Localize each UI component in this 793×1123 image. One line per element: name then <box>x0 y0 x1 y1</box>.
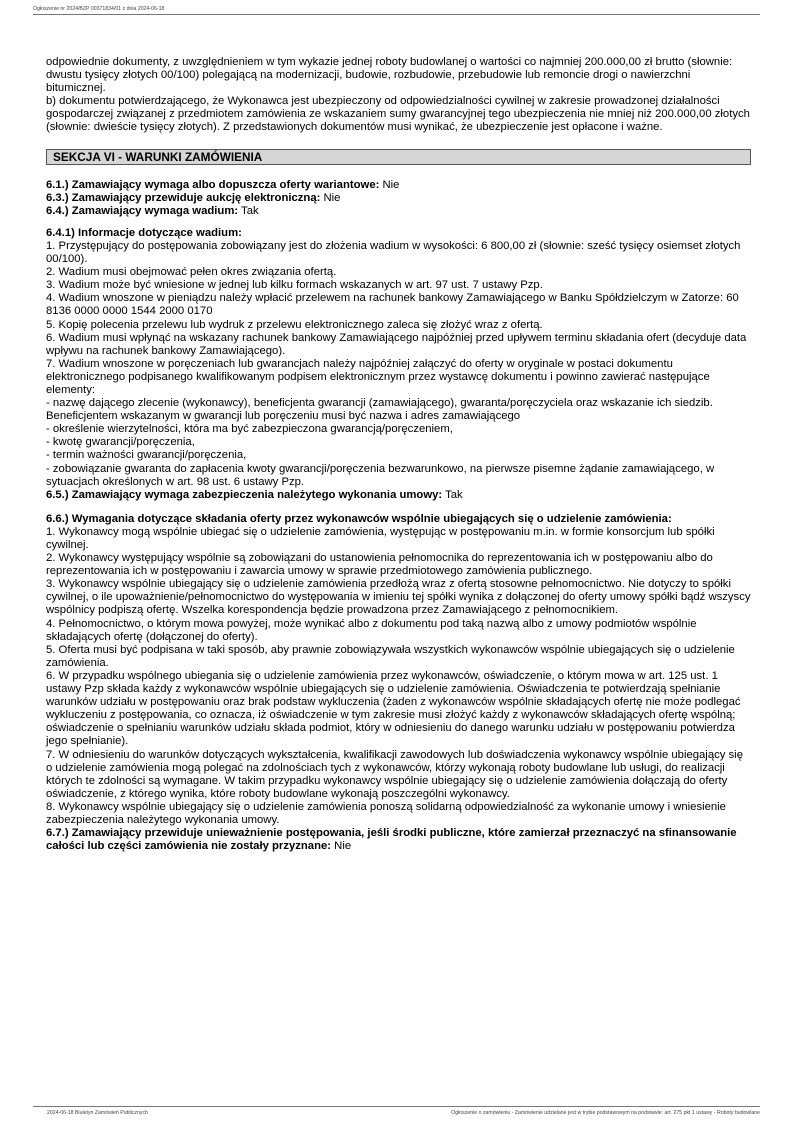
text-line: 6. Wadium musi wpłynąć na wskazany rachunek bankowy Zamawiającego najpóźniej przed upływem terminu składania ofert (decyduje data wpływu na rachunek bankowy Zamawiającego). <box>46 331 747 357</box>
question-label: 6.4.) Zamawiający wymaga wadium: <box>46 204 239 217</box>
page-footer <box>33 1106 760 1116</box>
intro-paragraph: b) dokumentu potwierdzającego, że Wykonawca jest ubezpieczony od odpowiedzialności cywilnej w zakresie prowadzonej działalności gospodarczej związanej z przedmiotem zamówienia ze wskazaniem sumy gwarancyjnej tego ubezpieczenia nie mniej niż 200.000,00 złotych (słownie: dwieście tysięcy złotych). Z przedstawionych dokumentów musi wynikać, że ubezpieczenie jest opłacone i ważne. <box>46 95 750 134</box>
text-line: - termin ważności gwarancji/poręczenia, <box>46 449 247 462</box>
question-6-5 <box>46 489 751 502</box>
text-line: 2. Wadium musi obejmować pełen okres związania ofertą. <box>46 266 337 279</box>
question-6-4 <box>46 205 751 218</box>
text-line: 7. Wadium wnoszone w poręczeniach lub gwarancjach należy najpóźniej załączyć do oferty w oryginale w postaci dokumentu elektronicznego podpisanego kwalifikowanym podpisem elektronicznym przez wystawcę dokumentu i powinno zawierać następujące elementy: <box>46 357 710 396</box>
question-6-1 <box>46 179 751 192</box>
text-line: 4. Pełnomocnictwo, o którym mowa powyżej, może wynikać albo z dokumentu pod taką nazwą albo z umowy podmiotów wspólnie składających ofertę (dołączonej do oferty). <box>46 617 697 643</box>
question-6-6 <box>46 513 751 827</box>
text-line: - określenie wierzytelności, która ma być zabezpieczona gwarancją/poręczeniem, <box>46 423 453 436</box>
document-body <box>46 56 751 853</box>
text-line: - kwotę gwarancji/poręczenia, <box>46 436 195 449</box>
text-line: 5. Oferta musi być podpisana w taki sposób, aby prawnie zobowiązywała wszystkich wykonawców wspólnie ubiegających się o udzielenie zamówienia. <box>46 643 735 669</box>
text-line: 4. Wadium wnoszone w pieniądzu należy wpłacić przelewem na rachunek bankowy Zamawiającego w Banku Spółdzielczym w Zatorze: 60 8136 0000 0000 1544 2000 0170 <box>46 292 739 318</box>
section-header <box>46 149 751 165</box>
question-6-3 <box>46 192 751 205</box>
question-value: Tak <box>238 204 259 217</box>
text-line: - zobowiązanie gwaranta do zapłacenia kwoty gwarancji/poręczenia bezwarunkowo, na pierwsze pisemne żądanie zamawiającego, w sytuacjach określonych w art. 98 ust. 6 ustawy Pzp. <box>46 462 715 488</box>
question-value: Nie <box>320 191 341 204</box>
text-line: 8. Wykonawcy wspólnie ubiegający się o udzielenie zamówienia ponoszą solidarną odpowiedzialność za wykonanie umowy i wniesienie zabezpieczenia należytego wykonania umowy. <box>46 800 726 826</box>
text-line: 1. Przystępujący do postępowania zobowiązany jest do złożenia wadium w wysokości: 6 800,00 zł (słownie: sześć tysięcy osiemset złotych 00/100). <box>46 239 741 266</box>
question-label: 6.5.) Zamawiający wymaga zabezpieczenia należytego wykonania umowy: <box>46 488 443 501</box>
question-label: 6.7.) Zamawiający przewiduje unieważnienie postępowania, jeśli środki publiczne, które zamierzał przeznaczyć na sfinansowanie całości lub części zamówienia nie zostały przyznane: <box>46 827 737 853</box>
text-line: - nazwę dającego zlecenie (wykonawcy), beneficjenta gwarancji (zamawiającego), gwaranta/poręczyciela oraz wskazanie ich siedzib. Beneficjentem wskazanym w gwarancji lub poręczeniu musi być nazwa i adres zamawiającego <box>46 397 713 423</box>
text-line: 7. W odniesieniu do warunków dotyczących wykształcenia, kwalifikacji zawodowych lub doświadczenia wykonawcy wspólnie ubiegający się o udzielenie zamówienia mogą polegać na zdolnościach tych z wykonawców, którzy wykonają roboty budowlane lub usługi, do realizacji których te zdolności są wymagane. W takim przypadku wykonawcy wspólnie ubiegający się o udzielenie zamówienia dołączają do oferty oświadczenie, z którego wynika, które roboty budowlane wykonają poszczególni wykonawcy. <box>46 748 743 800</box>
question-label: 6.3.) Zamawiający przewiduje aukcję elektroniczną: <box>46 191 321 204</box>
footer-notice-type: Ogłoszenie o zamówieniu - Zamówienie udzielane jest w trybie podstawowym na podstawie: art. 275 pkt 1 ustawy - Roboty budowlane <box>451 1110 760 1116</box>
question-value: Nie <box>331 840 352 853</box>
question-title: 6.6.) Wymagania dotyczące składania oferty przez wykonawców wspólnie ubiegających się o udzielenie zamówienia: <box>46 512 672 525</box>
question-label: 6.1.) Zamawiający wymaga albo dopuszcza oferty wariantowe: <box>46 178 380 191</box>
text-line: 1. Wykonawcy mogą wspólnie ubiegać się o udzielenie zamówienia, występując w postępowaniu m.in. w formie konsorcjum lub spółki cywilnej. <box>46 525 715 551</box>
header-notice-id: Ogłoszenie nr 2024/BZP 00371834/01 z dnia 2024-06-18 <box>33 6 165 12</box>
intro-paragraph: odpowiednie dokumenty, z uwzględnieniem w tym wykazie jednej roboty budowlanej o wartości co najmniej 200.000,00 zł brutto (słownie: dwustu tysięcy złotych 00/100) polegającą na modernizacji, budowie, rozbudowie, przebudowie lub remoncie drogi o nawierzchni bitumicznej. <box>46 56 733 95</box>
page-header <box>33 6 760 15</box>
question-value: Nie <box>379 178 400 191</box>
text-line: 3. Wykonawcy wspólnie ubiegający się o udzielenie zamówienia przedłożą wraz z ofertą stosowne pełnomocnictwo. Nie dotyczy to spółki cywilnej, o ile upoważnienie/pełnomocnictwo do występowania w imieniu tej spółki wynika z dołączonej do oferty umowy spółki bądź wszyscy wspólnicy podpiszą ofertę. Wszelka korespondencja będzie prowadzona przez Zamawiającego z pełnomocnikiem. <box>46 578 751 617</box>
footer-date-source: 2024-06-18 Biuletyn Zamówień Publicznych <box>47 1110 148 1116</box>
question-6-7 <box>46 827 751 853</box>
text-line: 3. Wadium może być wniesione w jednej lub kilku formach wskazanych w art. 97 ust. 7 ustawy Pzp. <box>46 279 543 292</box>
section-title: SEKCJA VI - WARUNKI ZAMÓWIENIA <box>53 149 263 164</box>
question-6-4-1 <box>46 227 751 489</box>
text-line: 2. Wykonawcy występujący wspólnie są zobowiązani do ustanowienia pełnomocnika do reprezentowania ich w postępowaniu albo do reprezentowania ich w postępowaniu i zawarcia umowy w sprawie przedmiotowego zamówienia publicznego. <box>46 552 713 578</box>
question-title: 6.4.1) Informacje dotyczące wadium: <box>46 226 242 239</box>
text-line: 5. Kopię polecenia przelewu lub wydruk z przelewu elektronicznego zaleca się złożyć wraz z ofertą. <box>46 318 543 331</box>
question-value: Tak <box>442 488 463 501</box>
text-line: 6. W przypadku wspólnego ubiegania się o udzielenie zamówienia przez wykonawców, oświadczenie, o którym mowa w art. 125 ust. 1 ustawy Pzp składa każdy z wykonawców wspólnie ubiegających się o udzielenie zamówienia. Oświadczenia te potwierdzają spełnianie warunków udziału w postępowaniu oraz brak podstaw wykluczenia (żaden z wykonawców wspólnie składających ofertę nie może podlegać wykluczeniu z postępowania, co oznacza, iż oświadczenie w tym zakresie musi złożyć każdy z wykonawców składających ofertę wspólną; oświadczenie o spełnianiu warunków udziału składa podmiot, który w odniesieniu do danego warunku udziału w postępowaniu potwierdza jego spełnianie). <box>46 669 741 748</box>
